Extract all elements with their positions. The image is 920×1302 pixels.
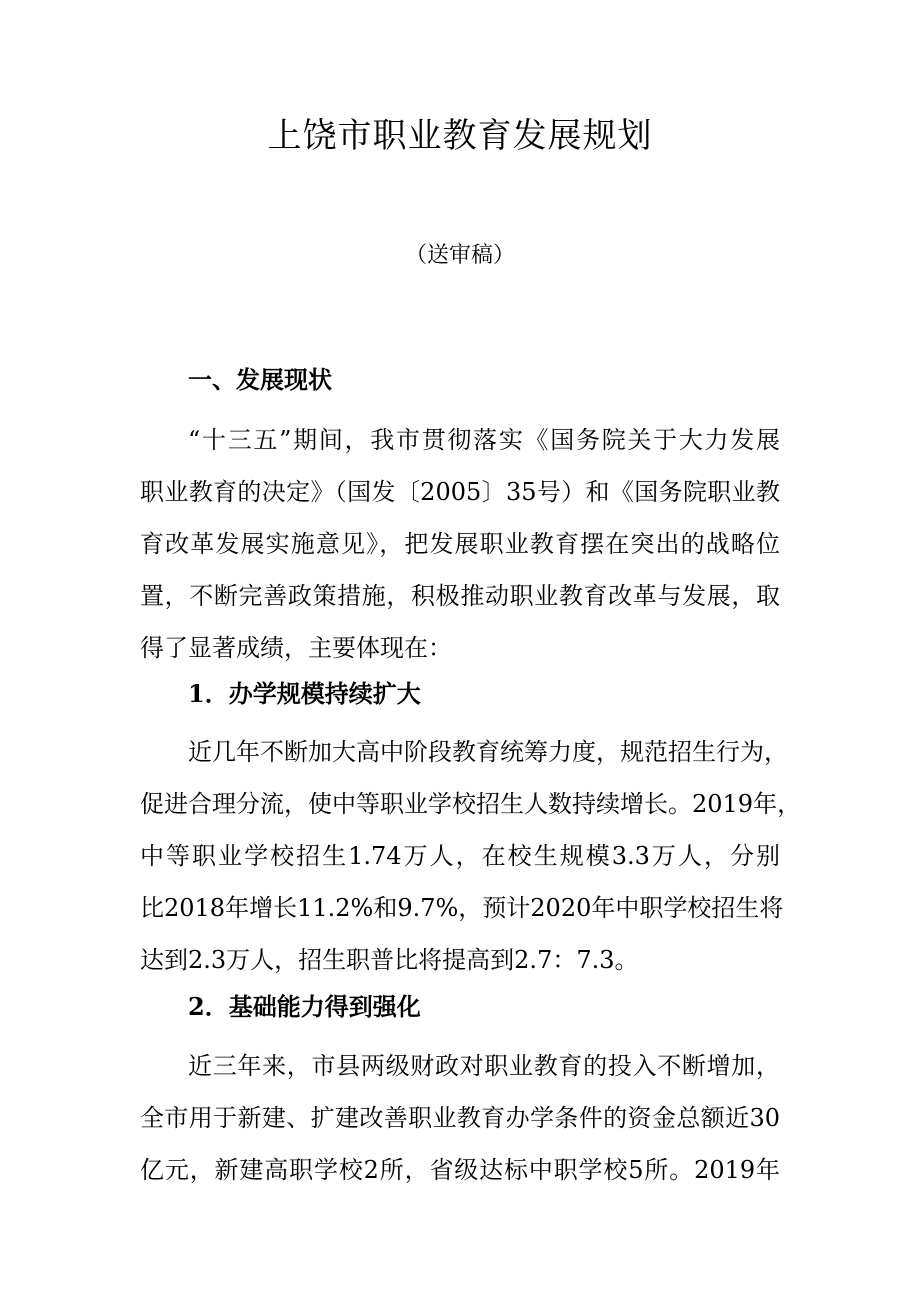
paragraph-line: “十三五”期间，我市贯彻落实《国务院关于大力发展 [188, 426, 780, 454]
paragraph-line: 比2018年增长11.2%和9.7%，预计2020年中职学校招生将 [140, 894, 784, 922]
paragraph-line: 育改革发展实施意见》，把发展职业教育摆在突出的战略位 [140, 530, 780, 558]
section-heading-scale-expansion: 1．办学规模持续扩大 [188, 679, 421, 708]
paragraph-line: 职业教育的决定》（国发〔2005〕35号）和《国务院职业教 [140, 478, 780, 506]
paragraph-scale-expansion [140, 726, 802, 986]
paragraph-capacity-strengthened [140, 1040, 780, 1196]
paragraph-line: 全市用于新建、扩建改善职业教育办学条件的资金总额近30 [140, 1104, 780, 1132]
document-subtitle: （送审稿） [404, 243, 515, 268]
paragraph-development-status [140, 414, 780, 674]
paragraph-line: 达到2.3万人，招生职普比将提高到2.7：7.3。 [140, 946, 639, 974]
paragraph-line: 中等职业学校招生1.74万人，在校生规模3.3万人，分别 [140, 842, 780, 870]
section-heading-capacity-strengthened: 2．基础能力得到强化 [188, 992, 421, 1021]
paragraph-line: 促进合理分流，使中等职业学校招生人数持续增长。2019年， [140, 790, 802, 818]
section-heading-development-status: 一、发展现状 [188, 365, 332, 394]
paragraph-line: 得了显著成绩，主要体现在： [140, 634, 452, 662]
document-title: 上饶市职业教育发展规划 [267, 116, 653, 156]
paragraph-line: 近三年来，市县两级财政对职业教育的投入不断增加， [188, 1052, 780, 1080]
paragraph-line: 近几年不断加大高中阶段教育统筹力度，规范招生行为， [188, 738, 788, 766]
paragraph-line: 置，不断完善政策措施，积极推动职业教育改革与发展，取 [140, 582, 780, 610]
paragraph-line: 亿元，新建高职学校2所，省级达标中职学校5所。2019年 [140, 1156, 780, 1184]
